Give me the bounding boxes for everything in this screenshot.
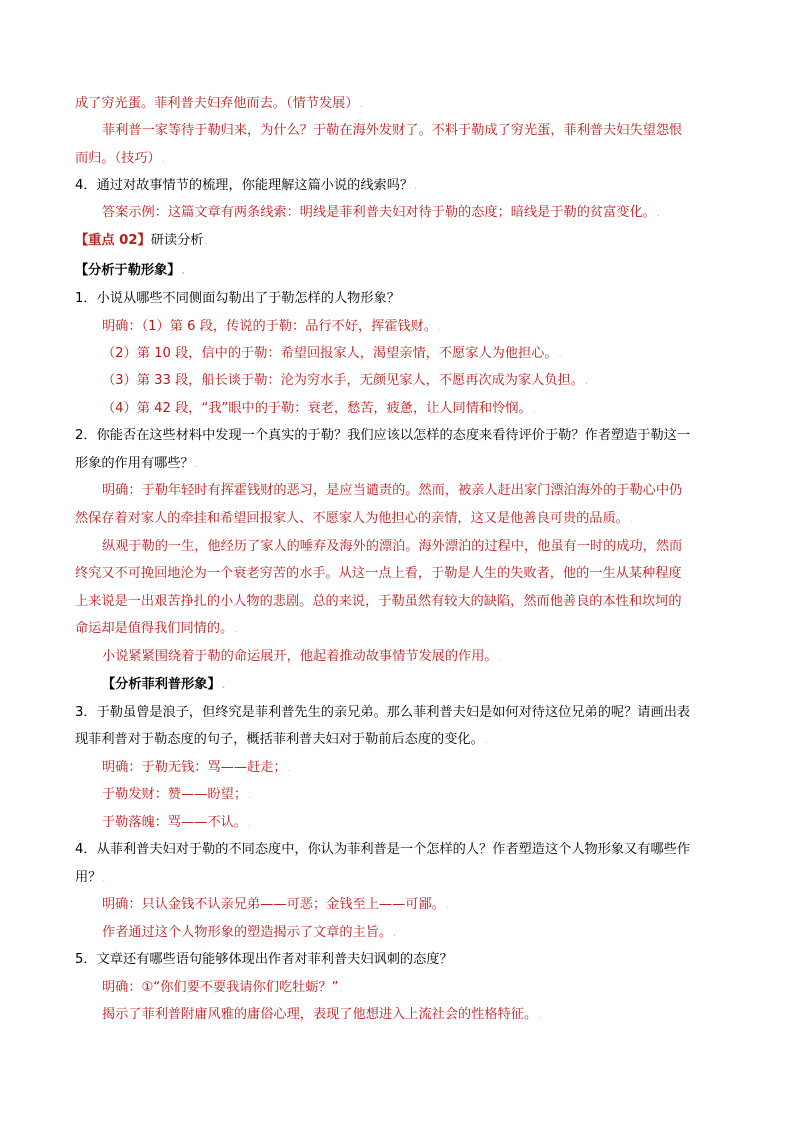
question-line [75,426,690,446]
paragraph-mark: . [339,984,343,994]
answer-line [102,758,291,779]
line-text: 于勒落魄：骂——不认。 [102,815,248,830]
paragraph-mark: . [538,1011,542,1021]
paragraph-mark: . [234,625,238,635]
line-text: 命运却是值得我们同情的。 [75,621,234,636]
paragraph-mark: . [248,819,251,829]
answer-line [102,344,561,365]
paragraph-mark: . [393,929,396,939]
answer-line [102,978,342,999]
line-text: 形象的作用有哪些？ [75,456,194,471]
line-text: 纵观于勒的一生，他经历了家人的唾弃及海外的漂泊。海外漂泊的过程中，他虽有一时的成功，然而 [102,539,683,554]
paragraph-mark: . [248,791,251,801]
line-text: 作者通过这个人物形象的塑造揭示了文章的主旨。 [102,925,393,940]
answer-line [102,203,660,224]
answer-line [102,647,502,668]
answer-line [102,537,682,557]
answer-line [102,923,396,944]
answer-line [75,509,633,530]
line-text: （2）第 10 段，信中的于勒：希望回报家人，渴望亲情，不愿家人为他担心。 [102,346,558,361]
line-text: 答案示例：这篇文章有两条线索：明线是菲利普夫妇对待于勒的态度；暗线是于勒的贫富变化。 [102,205,656,220]
line-text: （3）第 33 段，船长谈于勒：沦为穷水手，无颜见家人，不愿再次成为家人负担。 [102,373,584,388]
line-text: 1．小说从哪些不同侧面勾勒出了于勒怎样的人物形象？ [75,291,400,306]
paragraph-mark: . [629,515,633,525]
line-text: 【分析于勒形象】 [75,263,181,278]
line-text: 小说紧紧围绕着于勒的命运展开，他起着推动故事情节发展的作用。 [102,649,498,664]
answer-line [102,399,536,420]
paragraph-mark: . [484,736,488,746]
line-text: 揭示了菲利普附庸风雅的庸俗心理，表现了他想进入上流社会的性格特征。 [102,1007,538,1022]
answer-line [75,619,237,640]
section-title: 研读分析 [150,233,204,248]
text-line [102,121,682,141]
line-text: （4）第 42 段，“我”眼中的于勒：衰老，愁苦，疲惫，让人同情和怜悯。 [102,401,532,416]
question-line [75,868,105,889]
line-text: 终究又不可挽回地沦为一个衰老穷苦的水手。从这一点上看，于勒是人生的失败者，他的一生从某种程度 [75,566,682,581]
paragraph-mark: . [194,460,198,470]
line-text: 而归。（技巧） [75,151,161,166]
line-text: 4．通过对故事情节的梳理，你能理解这篇小说的线索吗？ [75,178,414,193]
paragraph-mark: . [584,377,588,387]
line-text: 明确：（1）第 6 段，传说的于勒：品行不好，挥霍钱财。 [102,319,438,334]
answer-line [102,785,251,806]
line-text: 明确：于勒年轻时有挥霍钱财的恶习，是应当谴责的。然而，被亲人赶出家门漂泊海外的于勒心中仍 [102,483,683,498]
line-text: 现菲利普对于勒态度的句子，概括菲利普夫妇对于勒前后态度的变化。 [75,732,484,747]
question-line [75,950,453,970]
text-line [75,94,362,115]
line-text: 于勒发财：赞——盼望； [102,787,248,802]
question-line [75,176,417,197]
paragraph-mark: . [102,874,106,884]
subsection-heading [75,261,185,282]
paragraph-mark: . [532,405,536,415]
paragraph-mark: . [438,323,441,333]
paragraph-mark: . [161,155,165,165]
text-line [75,149,165,170]
answer-line [102,481,682,501]
question-line [75,730,488,751]
question-line [75,289,400,309]
line-text: 菲利普一家等待于勒归来，为什么？于勒在海外发财了。不料于勒成了穷光蛋，菲利普夫妇失望怨恨 [102,123,683,138]
line-text: 4．从菲利普夫妇对于勒的不同态度中，你认为菲利普是一个怎样的人？作者塑造这个人物形象又有哪些作 [75,842,691,857]
paragraph-mark: . [181,267,185,277]
line-text: 【分析菲利普形象】 [102,677,221,692]
paragraph-mark: . [414,182,417,192]
question-line [75,840,690,860]
answer-line [102,895,449,916]
line-text: 成了穷光蛋。菲利普夫妇弃他而去。（情节发展） [75,96,359,111]
paragraph-mark: . [287,764,291,774]
question-line [75,454,198,475]
paragraph-mark: . [221,681,226,691]
answer-line [102,317,441,338]
paragraph-mark: . [558,350,562,360]
answer-line [102,371,588,392]
question-line [75,703,690,723]
paragraph-mark: . [498,653,502,663]
answer-line [75,592,682,612]
section-tag: 【重点 02】 [75,233,151,248]
paragraph-mark: . [445,901,449,911]
line-text: 5．文章还有哪些语句能够体现出作者对菲利普夫妇讽刺的态度？ [75,952,453,967]
line-text: 3．于勒虽曾是浪子，但终究是菲利普先生的亲兄弟。那么菲利普夫妇是如何对待这位兄弟的呢？请画出表 [75,705,691,720]
paragraph-mark: . [204,237,208,247]
line-text: 明确：①“你们要不要我请你们吃牡蛎？” [102,980,339,995]
section-heading [75,231,207,252]
paragraph-mark: . [656,209,660,219]
answer-line [75,564,682,584]
subsection-heading [102,675,225,696]
line-text: 上来说是一出艰苦挣扎的小人物的悲剧。总的来说，于勒虽然有较大的缺陷，然而他善良的本性和坎坷的 [75,594,682,609]
line-text: 明确：只认金钱不认亲兄弟——可恶；金钱至上——可鄙。 [102,897,445,912]
line-text: 2．你能否在这些材料中发现一个真实的于勒？我们应该以怎样的态度来看待评价于勒？作者塑造于勒这一 [75,428,691,443]
line-text: 用？ [75,870,102,885]
paragraph-mark: . [359,100,363,110]
answer-line [102,813,251,834]
answer-line [102,1005,541,1026]
line-text: 明确：于勒无钱：骂——赶走； [102,760,287,775]
line-text: 然保存着对家人的牵挂和希望回报家人、不愿家人为他担心的亲情，这又是他善良可贵的品质。 [75,511,629,526]
